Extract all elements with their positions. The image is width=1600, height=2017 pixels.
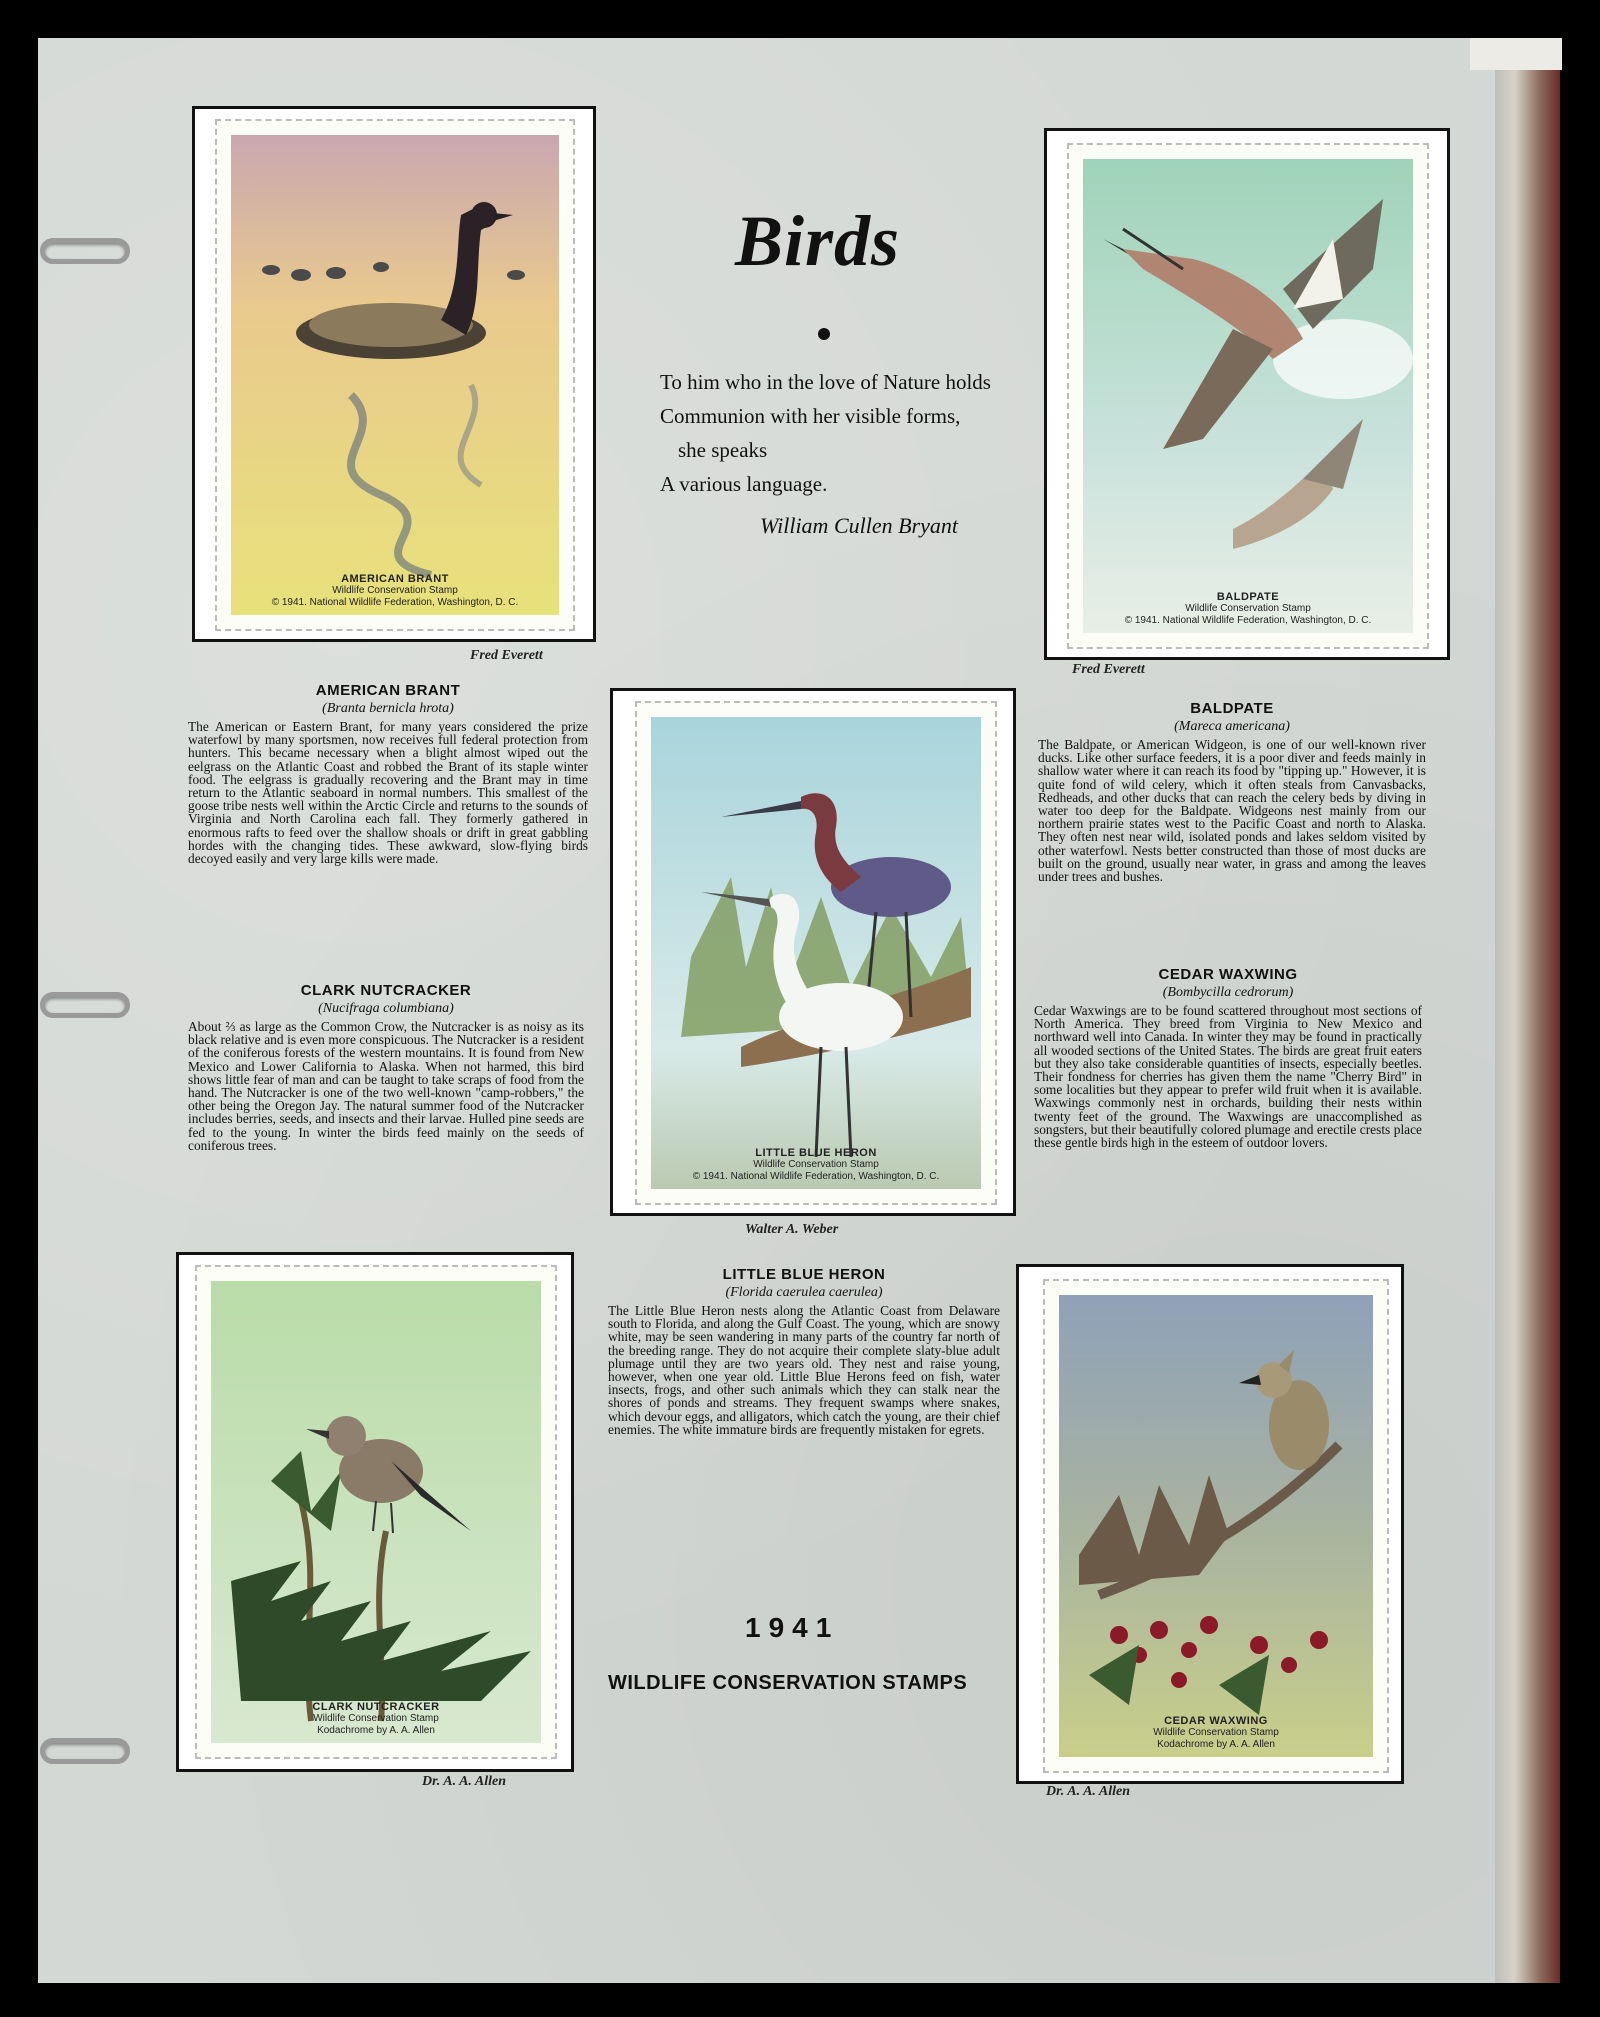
stamp-baldpate xyxy=(1067,143,1429,649)
entry-brant xyxy=(188,682,588,865)
stamp-name: CEDAR WAXWING xyxy=(1164,1715,1268,1727)
entry-baldpate xyxy=(1038,700,1426,883)
stamp-nutcracker xyxy=(195,1265,557,1759)
entry-body: Cedar Waxwings are to be found scattered throughout most sections of North America. They breed from Virginia to New Mexico and northward well into Canada. In winter they may be found in practically all wooded sections of the United States. The birds are great fruit eaters but they also take considerable quantities of insects, especially beetles. Their fondness for cherries has given them the name "Cherry Bird" in some localities but they appear to prefer wild fruit when it is available. Waxwings commonly nest in orchards, building their nests within twenty feet of the ground. The Waxwings are unaccomplished as songsters, but their beautifully colored plumage and erectile crests place these gentle birds high in the esteem of outdoor lovers. xyxy=(1034,1003,1422,1151)
poem-line: To him who in the love of Nature holds xyxy=(660,370,991,394)
baldpate-illustration xyxy=(1083,159,1413,633)
credit-heron: Walter A. Weber xyxy=(745,1222,839,1237)
stamp-frame-nutcracker xyxy=(176,1252,574,1772)
stamp-waxwing xyxy=(1043,1279,1389,1773)
title-bullet xyxy=(818,328,830,340)
poem-author: William Cullen Bryant xyxy=(760,513,958,538)
poem-line: A various language. xyxy=(660,472,828,496)
stamp-frame-heron xyxy=(610,688,1016,1216)
entry-heading: CLARK NUTCRACKER xyxy=(300,982,472,999)
nutcracker-illustration xyxy=(211,1281,541,1743)
entry-scientific-name: (Bombycilla cedrorum) xyxy=(1162,985,1294,1000)
stamp-name: AMERICAN BRANT xyxy=(341,573,449,585)
binder-ring-bottom xyxy=(40,1738,130,1764)
stamp-subtitle: Wildlife Conservation Stamp xyxy=(1185,603,1311,614)
binder-ring-middle xyxy=(40,992,130,1018)
entry-scientific-name: (Florida caerulea caerulea) xyxy=(725,1285,883,1300)
stamp-art-baldpate xyxy=(1083,159,1413,633)
stamp-caption-brant xyxy=(231,573,559,609)
stamp-name: BALDPATE xyxy=(1216,591,1280,603)
stamp-art-waxwing xyxy=(1059,1295,1373,1757)
credit-waxwing: Dr. A. A. Allen xyxy=(1046,1784,1131,1799)
heron-illustration xyxy=(651,717,981,1189)
stamp-frame-waxwing xyxy=(1016,1264,1404,1784)
page-title: Birds xyxy=(735,201,901,281)
entry-waxwing xyxy=(1034,966,1422,1149)
page-corner xyxy=(1470,38,1562,70)
entry-scientific-name: (Nucifraga columbiana) xyxy=(318,1001,454,1016)
waxwing-illustration xyxy=(1059,1295,1373,1757)
stamp-frame-baldpate xyxy=(1044,128,1450,660)
stamp-name: CLARK NUTCRACKER xyxy=(312,1701,440,1713)
stamp-subtitle: Wildlife Conservation Stamp xyxy=(332,585,458,596)
binder-edge xyxy=(1495,70,1560,1983)
credit-baldpate: Fred Everett xyxy=(1072,662,1145,677)
stamp-art-nutcracker xyxy=(211,1281,541,1743)
stamp-caption-nutcracker xyxy=(211,1701,541,1737)
entry-heading: CEDAR WAXWING xyxy=(1158,966,1298,983)
stamp-caption-heron xyxy=(651,1147,981,1183)
stamp-subtitle: Wildlife Conservation Stamp xyxy=(313,1713,439,1724)
entry-scientific-name: (Branta bernicla hrota) xyxy=(322,701,454,716)
entry-heading: BALDPATE xyxy=(1190,700,1274,717)
poem xyxy=(660,365,991,543)
binder-ring-top xyxy=(40,238,130,264)
brant-illustration xyxy=(231,135,559,615)
entry-heading: LITTLE BLUE HERON xyxy=(722,1266,886,1283)
stamp-art-brant xyxy=(231,135,559,615)
stamp-caption-baldpate xyxy=(1083,591,1413,627)
stamp-brant xyxy=(215,119,575,631)
stamp-caption-waxwing xyxy=(1059,1715,1373,1751)
stamp-copyright: © 1941. National Wildlife Federation, Washington, D. C. xyxy=(692,1171,940,1182)
poem-line: Communion with her visible forms, xyxy=(660,404,961,428)
stamp-subtitle: Wildlife Conservation Stamp xyxy=(753,1159,879,1170)
credit-nutcracker: Dr. A. A. Allen xyxy=(422,1774,507,1789)
entry-body: The Little Blue Heron nests along the Atlantic Coast from Delaware south to Florida, and along the Gulf Coast. The young, which are snowy white, may be seen wandering in many parts of the country far north of the breeding range. They do not acquire their complete slaty-blue adult plumage until they are two years old. They nest and raise young, however, when one year old. Little Blue Herons feed on fish, water insects, frogs, and other such animals which they can stalk near the shores of ponds and streams. They frequent swamps where snakes, which devour eggs, and alligators, which catch the young, are their chief enemies. The white immature birds are frequently mistaken for egrets. xyxy=(608,1303,1000,1437)
footer-year: 1941 xyxy=(745,1612,840,1643)
credit-brant: Fred Everett xyxy=(470,648,543,663)
entry-nutcracker xyxy=(188,982,584,1152)
stamp-copyright: © 1941. National Wildlife Federation, Washington, D. C. xyxy=(271,597,519,608)
footer-title: WILDLIFE CONSERVATION STAMPS xyxy=(608,1672,968,1694)
stamp-subtitle: Wildlife Conservation Stamp xyxy=(1153,1727,1279,1738)
stamp-copyright: Kodachrome by A. A. Allen xyxy=(1157,1739,1275,1750)
stamp-frame-brant xyxy=(192,106,596,642)
stamp-art-heron xyxy=(651,717,981,1189)
entry-scientific-name: (Mareca americana) xyxy=(1174,719,1290,734)
stamp-copyright: © 1941. National Wildlife Federation, Washington, D. C. xyxy=(1124,615,1372,626)
entry-body: The Baldpate, or American Widgeon, is one of our well-known river ducks. Like other surface feeders, it is a poor diver and feeds mainly in shallow water where it can reach its food by "tipping up." However, it is quite fond of wild celery, which it often steals from Canvasbacks, Redheads, and other ducks that can reach the celery beds by diving in water too deep for the Baldpate. Widgeons nest mainly from our northern prairie states west to the Pacific Coast and north to Alaska. They often nest near wild, isolated ponds and lakes seldom visited by other waterfowl. Nests better constructed than those of most ducks are built on the ground, usually near water, in grass and among the leaves under trees and bushes. xyxy=(1038,737,1426,885)
entry-body: About ⅔ as large as the Common Crow, the Nutcracker is as noisy as its black relative and is even more conspicuous. The Nutcracker is a resident of the coniferous forests of the western mountains. It is found from New Mexico and Lower California to Alaska. When not harmed, this bird shows little fear of man and can be taught to take scraps of food from the hand. The Nutcracker is one of the two well-known "camp-robbers," the other being the Oregon Jay. The natural summer food of the Nutcracker includes berries, seeds, and insects and their larvae. Hulled pine seeds are fed to the young. In winter the birds feed mainly on the seeds of coniferous trees. xyxy=(188,1019,584,1153)
stamp-copyright: Kodachrome by A. A. Allen xyxy=(317,1725,435,1736)
entry-heron xyxy=(608,1266,1000,1436)
entry-body: The American or Eastern Brant, for many years considered the prize waterfowl by many sportsmen, now receives full federal protection from hunters. This became necessary when a blight almost wiped out the eelgrass on the Atlantic Coast and robbed the Brant of its staple winter food. The eelgrass is gradually recovering and the Brant may in time return to the Atlantic seaboard in normal numbers. This smallest of the goose tribe nests well within the Arctic Circle and returns to the sounds of Virginia and North Carolina each fall. They formerly gathered in enormous rafts to feed over the shallow shoals or drift in great gabbling hordes with the changing tides. These awkward, slow-flying birds decoyed easily and very large kills were made. xyxy=(188,719,588,867)
stamp-heron xyxy=(635,701,997,1205)
poem-line: she speaks xyxy=(678,438,768,462)
entry-heading: AMERICAN BRANT xyxy=(315,682,461,699)
stamp-name: LITTLE BLUE HERON xyxy=(755,1147,877,1159)
